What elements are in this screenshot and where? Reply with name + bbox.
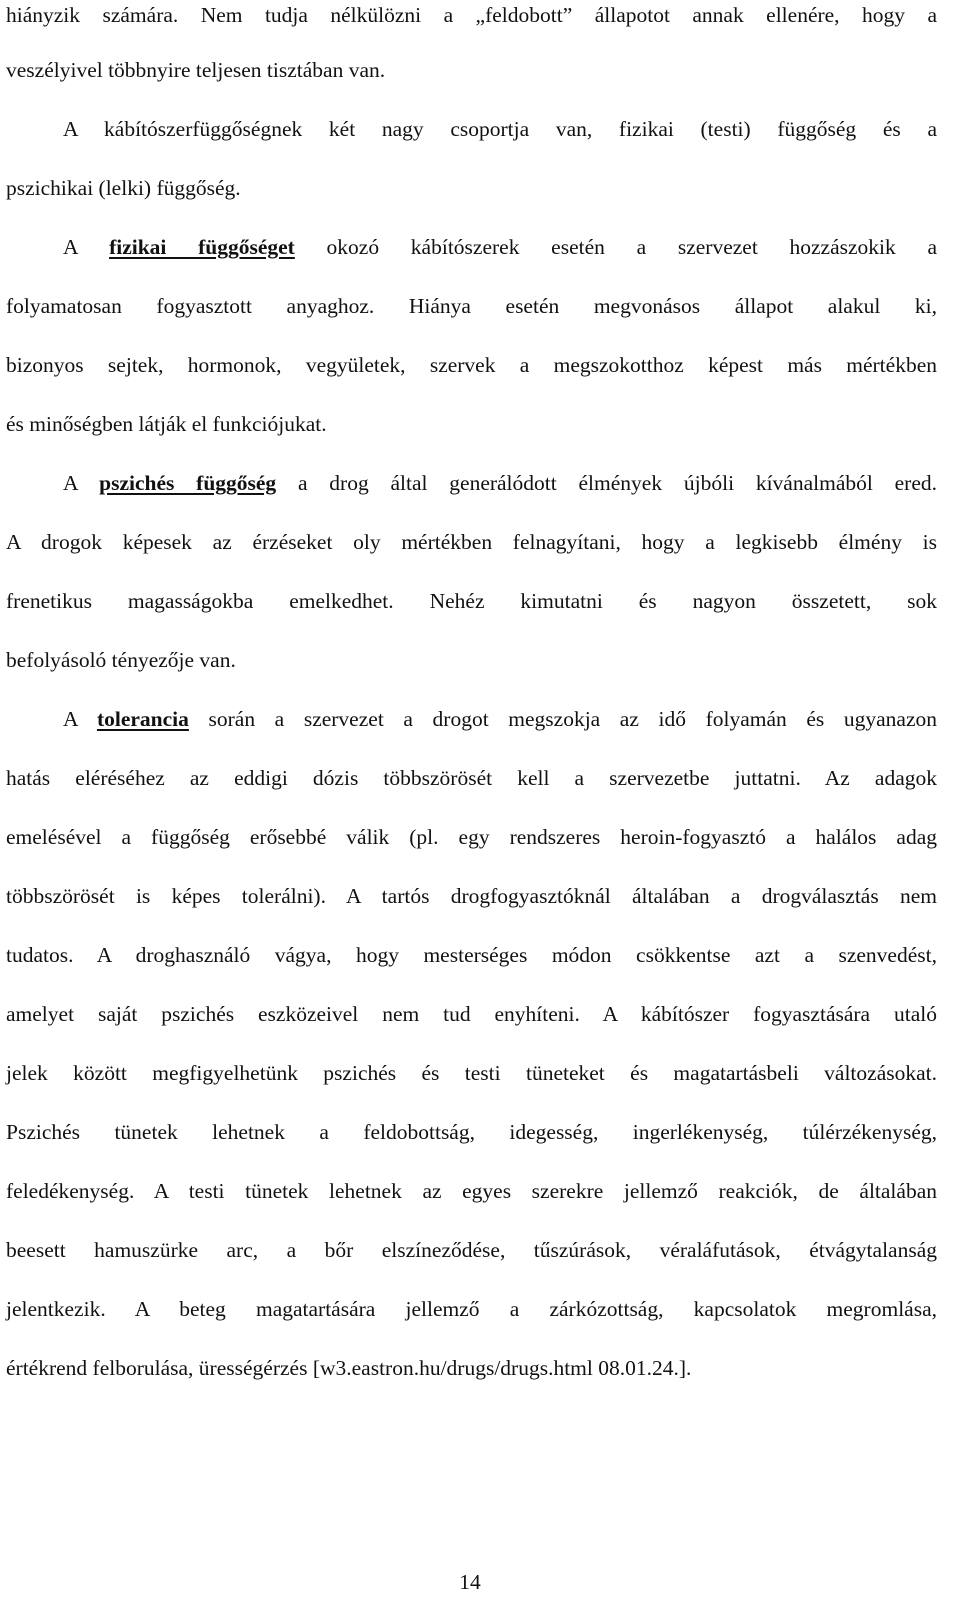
text-line: hiányzik számára. Nem tudja nélkülözni a „feldobott” állapotot annak ellenére, hogy a bbox=[6, 3, 937, 27]
text-line: befolyásoló tényezője van. bbox=[6, 648, 236, 672]
text-line: jelek között megfigyelhetünk pszichés és testi tüneteket és magatartásbeli változásokat. bbox=[6, 1061, 937, 1085]
text-fragment: A bbox=[63, 707, 97, 731]
highlighted-term: fizikai függőséget bbox=[109, 235, 295, 259]
text-line bbox=[63, 704, 937, 734]
text-line: Pszichés tünetek lehetnek a feldobottság, idegesség, ingerlékenység, túlérzékenység, bbox=[6, 1120, 937, 1144]
text-line bbox=[63, 468, 937, 498]
text-line: bizonyos sejtek, hormonok, vegyületek, szervek a megszokotthoz képest más mértékben bbox=[6, 353, 937, 377]
text-line bbox=[63, 232, 937, 262]
text-line: pszichikai (lelki) függőség. bbox=[6, 176, 241, 200]
text-line: feledékenység. A testi tünetek lehetnek az egyes szerekre jellemző reakciók, de általában bbox=[6, 1179, 937, 1203]
text-line: amelyet saját pszichés eszközeivel nem tud enyhíteni. A kábítószer fogyasztására utaló bbox=[6, 1002, 937, 1026]
text-line: A kábítószerfüggőségnek két nagy csoportja van, fizikai (testi) függőség és a bbox=[63, 117, 937, 141]
text-line: jelentkezik. A beteg magatartására jellemző a zárkózottság, kapcsolatok megromlása, bbox=[6, 1297, 937, 1321]
page-number: 14 bbox=[459, 1570, 481, 1594]
text-fragment: A bbox=[63, 235, 110, 259]
text-line: többszörösét is képes tolerálni). A tartós drogfogyasztóknál általában a drogválasztás nem bbox=[6, 884, 937, 908]
text-line: értékrend felborulása, ürességérzés [w3.eastron.hu/drugs/drugs.html 08.01.24.]. bbox=[6, 1356, 692, 1380]
text-fragment: során a szervezet a drogot megszokja az idő folyamán és ugyanazon bbox=[188, 707, 938, 731]
text-line: tudatos. A droghasználó vágya, hogy mesterséges módon csökkentse azt a szenvedést, bbox=[6, 943, 937, 967]
text-fragment: okozó kábítószerek esetén a szervezet hozzászokik a bbox=[294, 235, 938, 259]
text-line: frenetikus magasságokba emelkedhet. Nehéz kimutatni és nagyon összetett, sok bbox=[6, 589, 937, 613]
text-line: A drogok képesek az érzéseket oly mértékben felnagyítani, hogy a legkisebb élmény is bbox=[6, 530, 937, 554]
text-fragment: A bbox=[63, 471, 100, 495]
text-line: beesett hamuszürke arc, a bőr elszíneződése, tűszúrások, véraláfutások, étvágytalanság bbox=[6, 1238, 937, 1262]
text-line: emelésével a függőség erősebbé válik (pl. egy rendszeres heroin-fogyasztó a halálos adag bbox=[6, 825, 937, 849]
text-line: és minőségben látják el funkciójukat. bbox=[6, 412, 327, 436]
highlighted-term: pszichés függőség bbox=[99, 471, 277, 495]
text-fragment: a drog által generálódott élmények újbóli kívánalmából ered. bbox=[276, 471, 937, 495]
text-line: hatás eléréséhez az eddigi dózis többszörösét kell a szervezetbe juttatni. Az adagok bbox=[6, 766, 937, 790]
text-line: veszélyivel többnyire teljesen tisztában van. bbox=[6, 58, 386, 82]
text-line: folyamatosan fogyasztott anyaghoz. Hiánya esetén megvonásos állapot alakul ki, bbox=[6, 294, 937, 318]
highlighted-term: tolerancia bbox=[96, 707, 189, 731]
